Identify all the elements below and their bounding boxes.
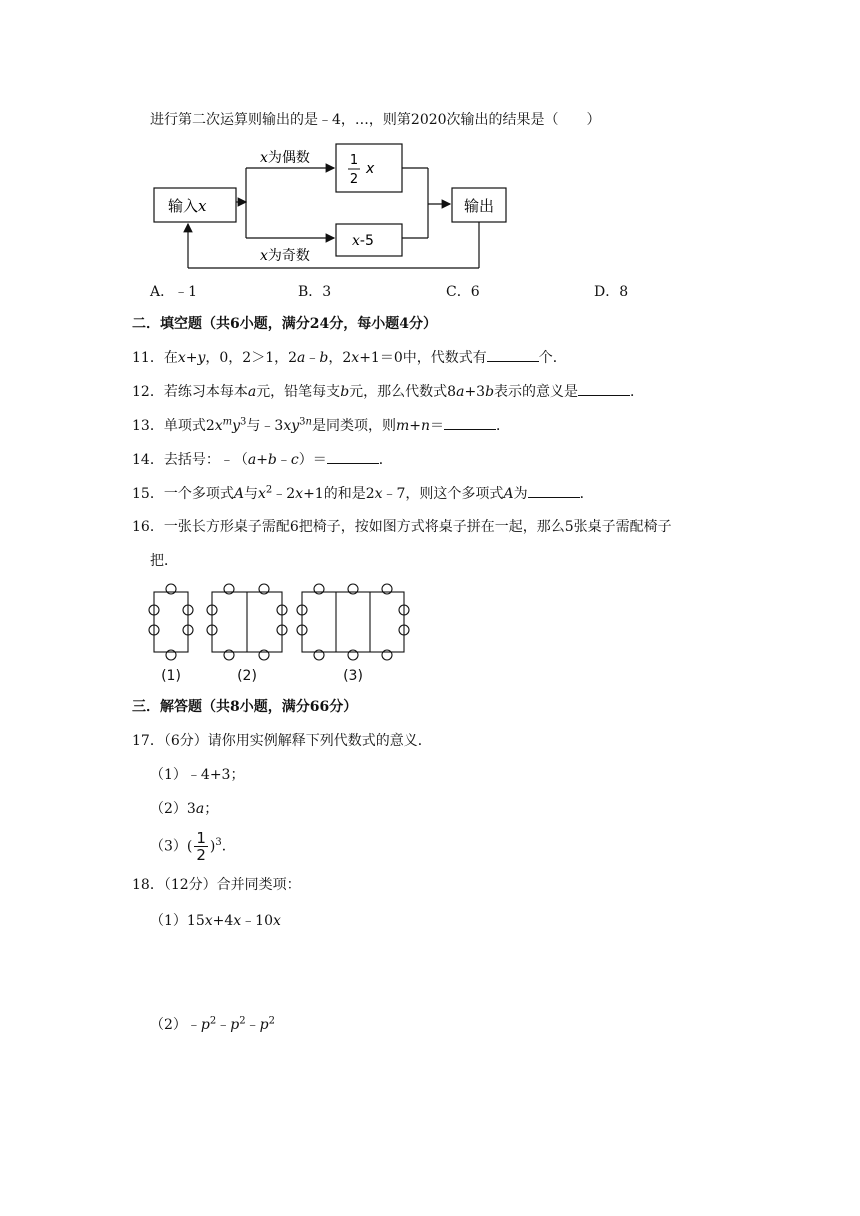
question-18-stem: 18．（12分）合并同类项： xyxy=(132,877,301,893)
answer-blank[interactable] xyxy=(487,347,539,362)
question-12: 12．若练习本每本a元，铅笔每支b元，那么代数式8a+3b表示的意义是 ． xyxy=(132,381,644,402)
question-17-part-1: （1）﹣4+3； xyxy=(150,767,245,783)
question-14: 14．去括号：﹣（a+b﹣c）＝ ． xyxy=(132,449,393,470)
question-13: 13．单项式$2x^my^3$与$﹣3xy^{3n}$是同类项，则m+n＝ ． xyxy=(132,416,511,434)
minus-five-label: x-5 xyxy=(352,233,374,249)
half-denominator: 2 xyxy=(349,172,359,187)
figure-label-1: (1) xyxy=(161,668,181,684)
fraction-one-half: $\frac{1}{2}$ xyxy=(196,829,206,864)
answer-blank[interactable] xyxy=(444,415,496,430)
answer-blank[interactable] xyxy=(327,449,379,464)
tables-figure xyxy=(142,580,422,686)
question-16-line-2: 把． xyxy=(150,553,178,569)
question-16-line-1: 16．一张长方形桌子需配6把椅子，按如图方式将桌子拼在一起，那么5张桌子需配椅子 xyxy=(132,519,672,535)
q10-option-c: C．6 xyxy=(446,284,480,300)
half-var: x xyxy=(366,161,375,177)
figure-label-2: (2) xyxy=(237,668,257,684)
question-18-part-2: $(2)﹣p^2﹣p^2﹣p^2$ xyxy=(150,1015,275,1033)
flowchart xyxy=(148,138,528,272)
question-17-part-2: （2）3a； xyxy=(150,801,219,817)
question-17-stem: 17．（6分）请你用实例解释下列代数式的意义． xyxy=(132,733,432,749)
question-17-part-3: （3）( $\frac{1}{2}$ )$^3$． xyxy=(150,829,236,864)
question-15: 15．一个多项式A与$x^2﹣2x+1$的和是2x﹣7，则这个多项式A为 ． xyxy=(132,484,594,502)
answer-blank[interactable] xyxy=(578,381,630,396)
odd-branch-label: x为奇数 xyxy=(260,248,310,264)
answer-blank[interactable] xyxy=(528,483,580,498)
output-label: 输出 xyxy=(463,197,495,215)
q10-tail-text: 进行第二次运算则输出的是﹣4，…，则第2020次输出的结果是（ ） xyxy=(150,112,601,128)
question-11: 11．在x+y，0，2＞1，2a﹣b，2x+1＝0中，代数式有 个． xyxy=(132,347,567,368)
q10-option-a: A．﹣1 xyxy=(150,284,198,300)
section-2-heading: 二．填空题（共6小题，满分24分，每小题4分） xyxy=(132,316,437,332)
even-branch-label: x为偶数 xyxy=(260,150,310,166)
question-18-part-1: （1）15x+4x﹣10x xyxy=(150,913,281,929)
q10-option-d: D．8 xyxy=(594,284,629,300)
section-3-heading: 三．解答题（共8小题，满分66分） xyxy=(132,699,358,715)
figure-label-3: (3) xyxy=(343,668,363,684)
input-label: 输入x xyxy=(168,197,207,215)
half-numerator: 1 xyxy=(349,153,359,168)
q10-option-b: B．3 xyxy=(298,284,332,300)
